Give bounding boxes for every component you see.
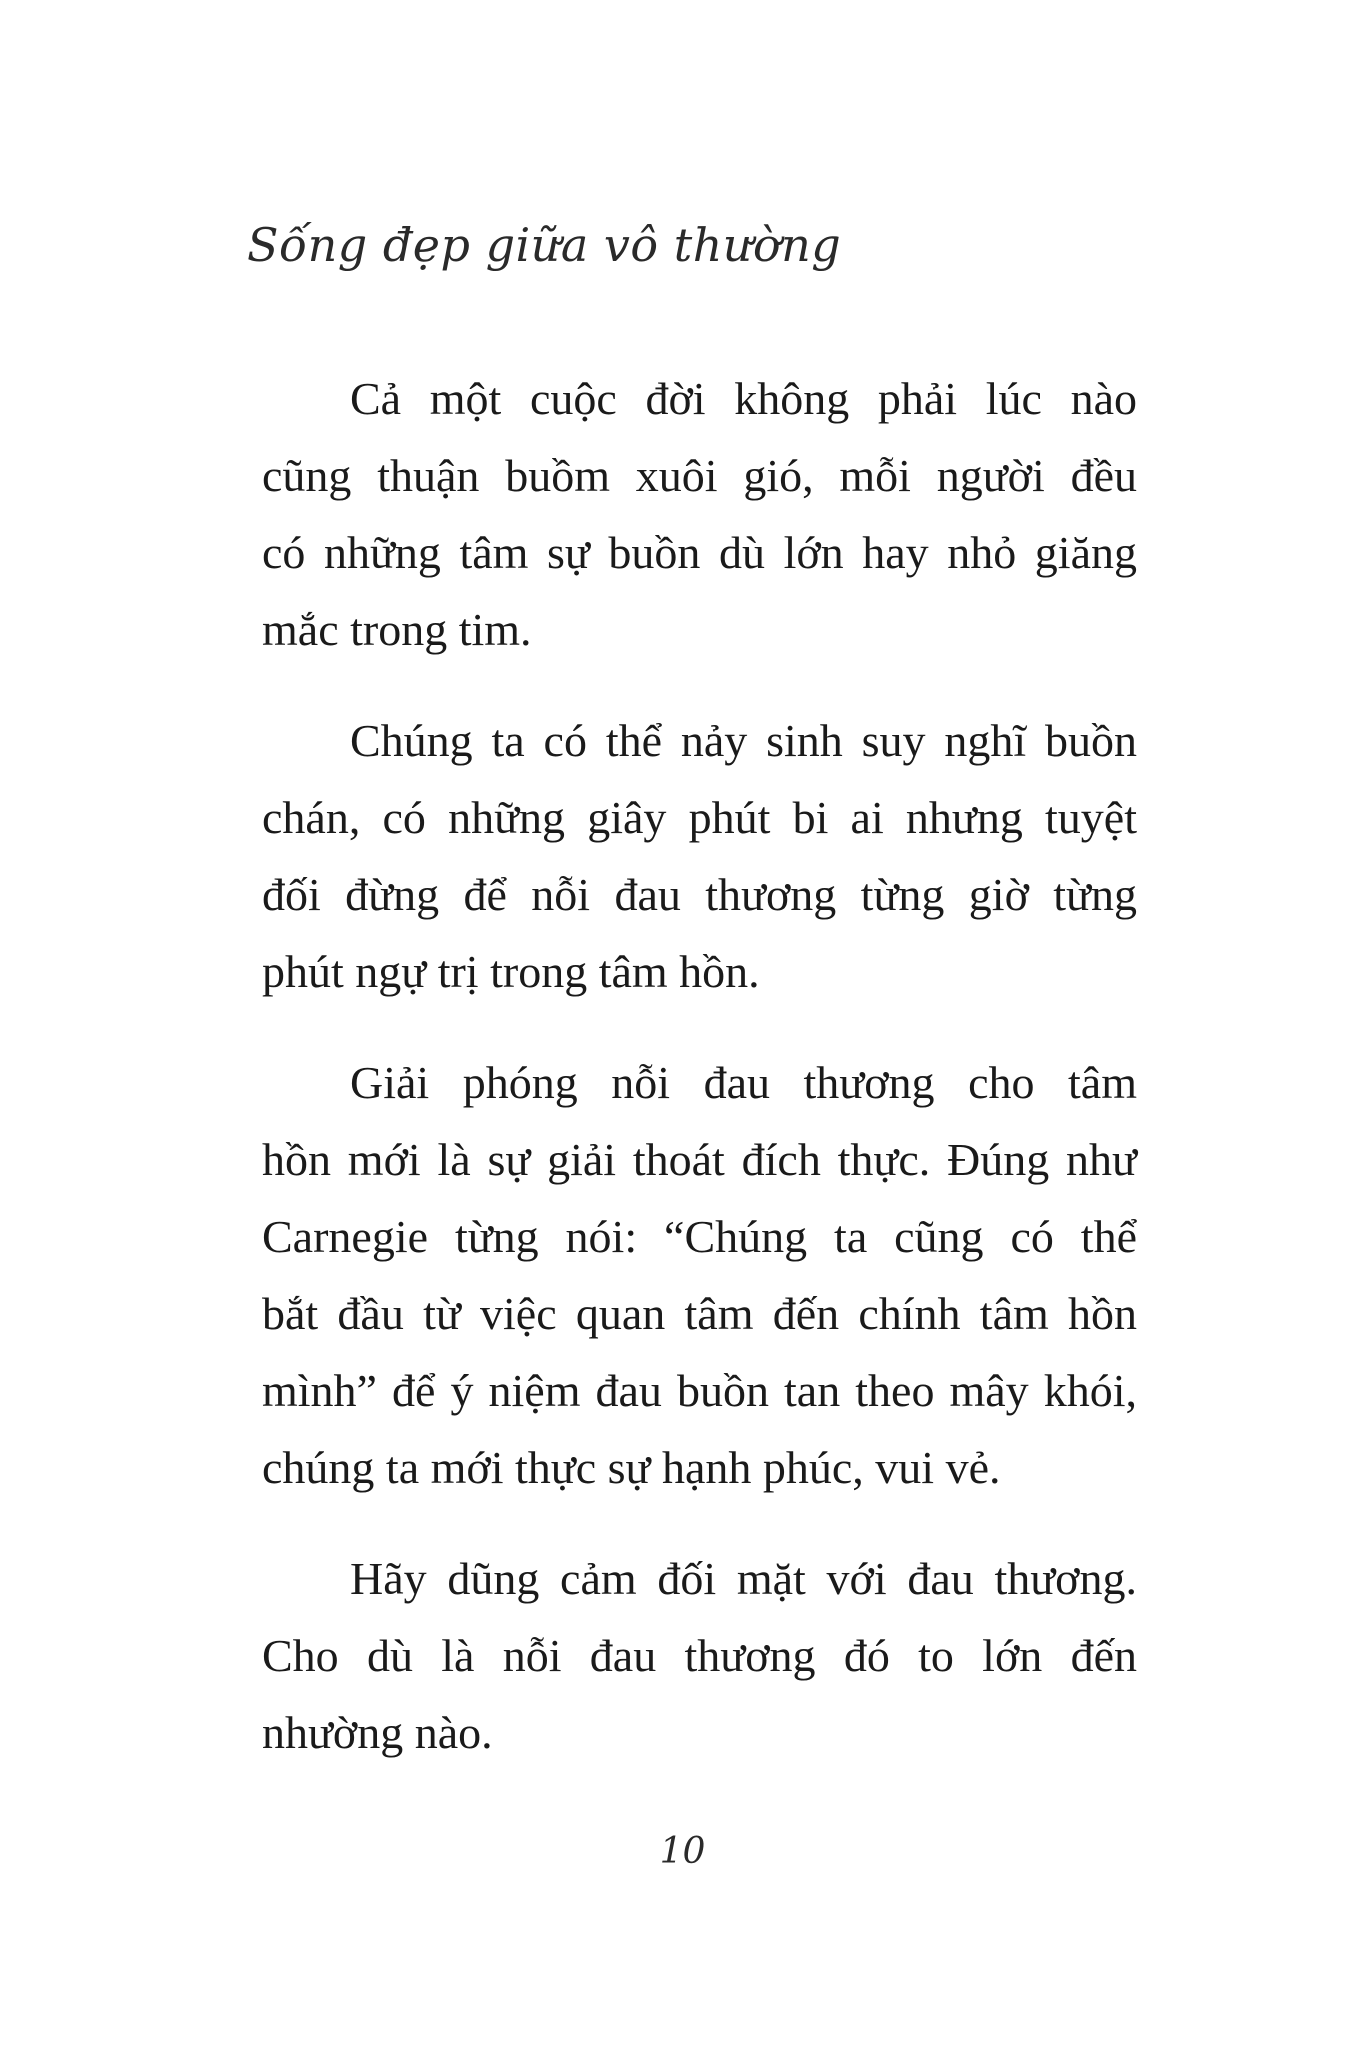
text-line: đối đừng để nỗi đau thương từng giờ từng	[262, 869, 1137, 920]
text-line: bắt đầu từ việc quan tâm đến chính tâm hồn	[262, 1288, 1137, 1339]
page-number: 10	[659, 1831, 706, 1872]
text-line: Cả một cuộc đời không phải lúc nào	[350, 373, 1137, 424]
text-line: mắc trong tim.	[262, 604, 532, 655]
text-line: có những tâm sự buồn dù lớn hay nhỏ giăng	[262, 527, 1137, 578]
text-line: Giải phóng nỗi đau thương cho tâm	[350, 1057, 1137, 1108]
text-line: cũng thuận buồm xuôi gió, mỗi người đều	[262, 450, 1137, 501]
paragraph-2	[262, 702, 1137, 1010]
text-line: Cho dù là nỗi đau thương đó to lớn đến	[262, 1630, 1137, 1681]
text-line: Hãy dũng cảm đối mặt với đau thương.	[350, 1553, 1137, 1604]
text-line: Chúng ta có thể nảy sinh suy nghĩ buồn	[350, 715, 1137, 766]
paragraph-1	[262, 360, 1137, 668]
text-line: nhường nào.	[262, 1707, 493, 1758]
text-line: chúng ta mới thực sự hạnh phúc, vui vẻ.	[262, 1442, 1001, 1493]
text-line: Carnegie từng nói: “Chúng ta cũng có thể	[262, 1211, 1137, 1262]
paragraph-4	[262, 1540, 1137, 1771]
body-text	[262, 360, 1137, 1805]
text-line: chán, có những giây phút bi ai nhưng tuyệt	[262, 792, 1137, 843]
text-line: phút ngự trị trong tâm hồn.	[262, 946, 760, 997]
text-line: mình” để ý niệm đau buồn tan theo mây khói,	[262, 1365, 1137, 1416]
paragraph-3	[262, 1044, 1137, 1506]
running-header-title: Sống đẹp giữa vô thường	[247, 218, 842, 272]
text-line: hồn mới là sự giải thoát đích thực. Đúng như	[262, 1134, 1137, 1185]
